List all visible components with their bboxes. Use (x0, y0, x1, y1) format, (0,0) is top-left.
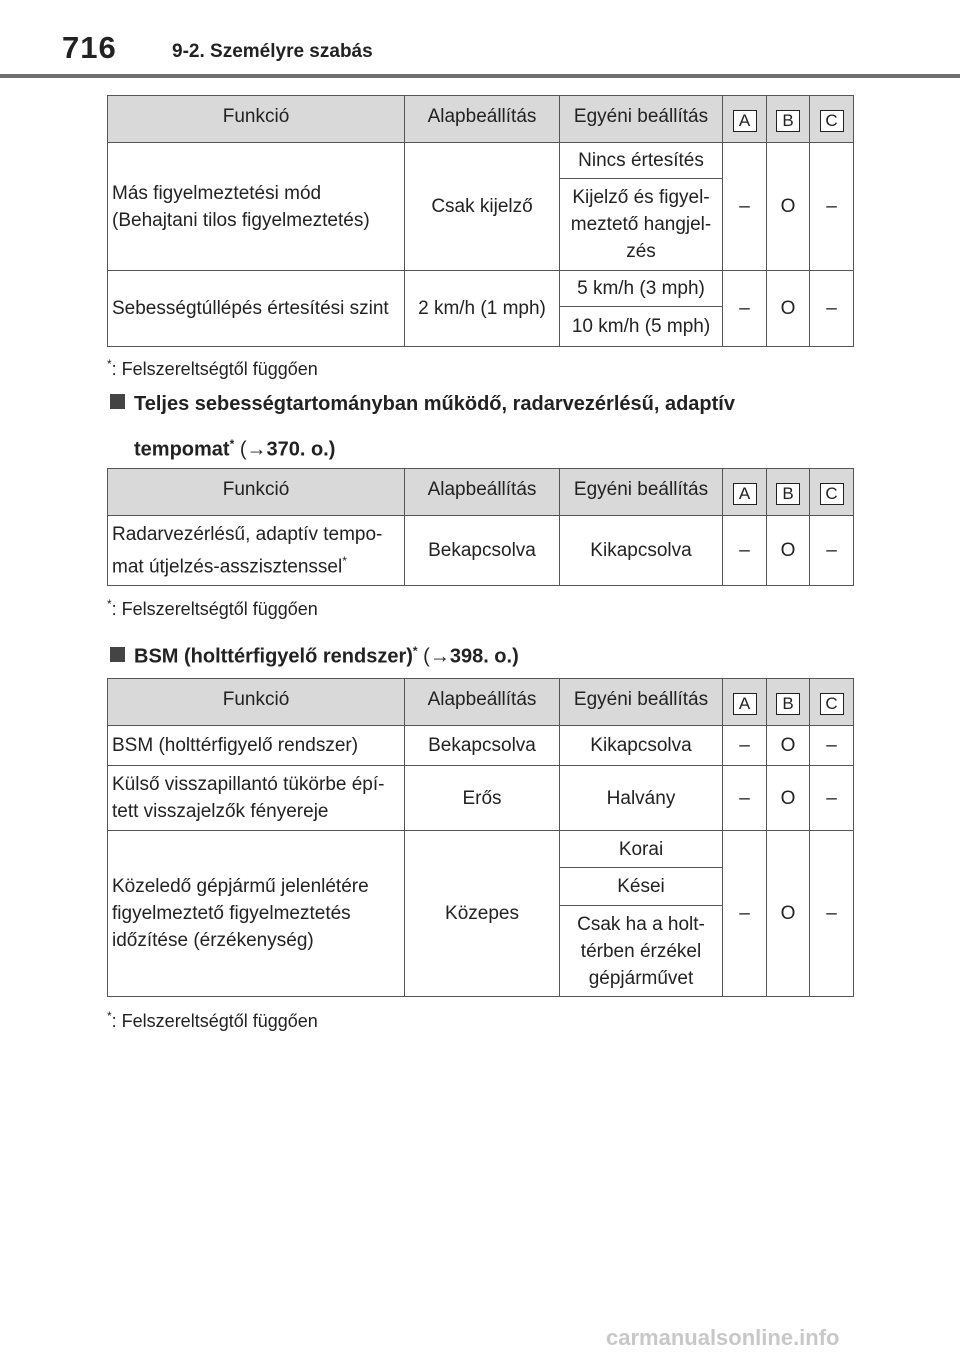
footnote-text: : Felszereltségtől függően (111, 359, 318, 379)
col-c-badge: C (820, 110, 844, 132)
settings-table-3 (107, 678, 854, 997)
function-cell: Sebességtúllépés értesítési szint (108, 271, 405, 347)
function-cell: Más figyelmeztetési mód (Behajtani tilos figyelmeztetés) (108, 143, 405, 271)
footnote-star: * (107, 597, 112, 611)
option-cell: Nincs értesítés (560, 143, 723, 179)
default-cell: Közepes (405, 831, 560, 997)
option-cell: 10 km/h (5 mph) (560, 307, 723, 347)
b-cell: O (767, 766, 810, 831)
c-cell: – (810, 271, 854, 347)
col-a-badge: A (733, 693, 757, 715)
a-cell: – (723, 271, 767, 347)
option-cell: 5 km/h (3 mph) (560, 271, 723, 307)
c-cell: – (810, 726, 854, 766)
function-cell (108, 516, 405, 586)
option-cell: Csak ha a holt-térben érzékel gépjárművet (560, 906, 723, 997)
settings-table-1 (107, 95, 854, 347)
col-default: Alapbeállítás (405, 96, 560, 143)
heading-line-1 (110, 384, 735, 424)
c-cell: – (810, 831, 854, 997)
table-header-row (108, 679, 854, 726)
option-cell: Korai (560, 831, 723, 868)
a-cell: – (723, 831, 767, 997)
table-row (108, 271, 854, 307)
function-cell: Külső visszapillantó tükörbe épí-tett visszajelzők fényereje (108, 766, 405, 831)
function-text: Radarvezérlésű, adaptív tempo-mat útjelzés-asszisztenssel (112, 523, 383, 578)
col-custom: Egyéni beállítás (560, 96, 723, 143)
b-cell: O (767, 271, 810, 347)
col-b (767, 679, 810, 726)
footnote (107, 597, 318, 620)
footnote-star: * (107, 357, 112, 371)
heading-text: BSM (holttérfigyelő rendszer) (134, 645, 413, 668)
page-ref: 370. o.) (266, 438, 336, 461)
footnote-star: * (107, 1009, 112, 1023)
col-a (723, 679, 767, 726)
b-cell: O (767, 726, 810, 766)
heading-star: * (229, 437, 235, 451)
c-cell: – (810, 516, 854, 586)
col-b-badge: B (776, 483, 800, 505)
col-function: Funkció (108, 469, 405, 516)
section-heading-bsm (110, 631, 519, 677)
col-a (723, 469, 767, 516)
col-function: Funkció (108, 96, 405, 143)
default-cell: Bekapcsolva (405, 516, 560, 586)
default-cell: Csak kijelző (405, 143, 560, 271)
col-b (767, 96, 810, 143)
settings-table-2 (107, 468, 854, 586)
a-cell: – (723, 516, 767, 586)
watermark: carmanualsonline.info (606, 1325, 840, 1350)
col-c (810, 469, 854, 516)
c-cell: – (810, 143, 854, 271)
table-header-row (108, 469, 854, 516)
footnote-text: : Felszereltségtől függően (111, 599, 318, 619)
col-c-badge: C (820, 483, 844, 505)
table-header-row (108, 96, 854, 143)
heading-line-2 (110, 424, 735, 470)
bullet-square-icon (110, 394, 125, 409)
heading-text: Teljes sebességtartományban működő, radarvezérlésű, adaptív (134, 393, 735, 415)
footnote-text: : Felszereltségtől függően (111, 1011, 318, 1031)
b-cell: O (767, 516, 810, 586)
default-cell: Erős (405, 766, 560, 831)
header-divider (0, 74, 960, 78)
c-cell: – (810, 766, 854, 831)
function-star: * (342, 553, 347, 568)
a-cell: – (723, 766, 767, 831)
page-ref-arrow: (→ (423, 645, 450, 668)
col-a-badge: A (733, 110, 757, 132)
col-a (723, 96, 767, 143)
option-cell: Kései (560, 868, 723, 906)
col-c (810, 679, 854, 726)
col-default: Alapbeállítás (405, 469, 560, 516)
b-cell: O (767, 831, 810, 997)
a-cell: – (723, 726, 767, 766)
table-row (108, 831, 854, 868)
option-cell: Kikapcsolva (560, 726, 723, 766)
col-custom: Egyéni beállítás (560, 469, 723, 516)
option-cell: Kijelző és figyel-meztető hangjel-zés (560, 179, 723, 271)
default-cell: 2 km/h (1 mph) (405, 271, 560, 347)
option-cell: Halvány (560, 766, 723, 831)
bullet-square-icon (110, 647, 125, 662)
col-b-badge: B (776, 110, 800, 132)
function-cell: BSM (holttérfigyelő rendszer) (108, 726, 405, 766)
col-b-badge: B (776, 693, 800, 715)
col-function: Funkció (108, 679, 405, 726)
section-title: 9-2. Személyre szabás (172, 41, 373, 62)
page-header (0, 0, 960, 80)
page-number: 716 (62, 30, 117, 65)
footnote (107, 1009, 318, 1032)
footnote (107, 357, 318, 380)
default-cell: Bekapcsolva (405, 726, 560, 766)
section-heading-acc (110, 384, 735, 470)
a-cell: – (723, 143, 767, 271)
page-ref-arrow: (→ (239, 438, 267, 461)
col-c-badge: C (820, 693, 844, 715)
b-cell: O (767, 143, 810, 271)
function-cell: Közeledő gépjármű jelenlétére figyelmeztető figyelmeztetés időzítése (érzékenység) (108, 831, 405, 997)
col-b (767, 469, 810, 516)
heading-star: * (412, 644, 418, 658)
table-row (108, 766, 854, 831)
table-row (108, 726, 854, 766)
table-row (108, 143, 854, 179)
table-row (108, 516, 854, 586)
col-c (810, 96, 854, 143)
option-cell: Kikapcsolva (560, 516, 723, 586)
heading-text: tempomat (134, 438, 230, 461)
page-ref: 398. o.) (449, 645, 519, 668)
col-custom: Egyéni beállítás (560, 679, 723, 726)
col-default: Alapbeállítás (405, 679, 560, 726)
col-a-badge: A (733, 483, 757, 505)
